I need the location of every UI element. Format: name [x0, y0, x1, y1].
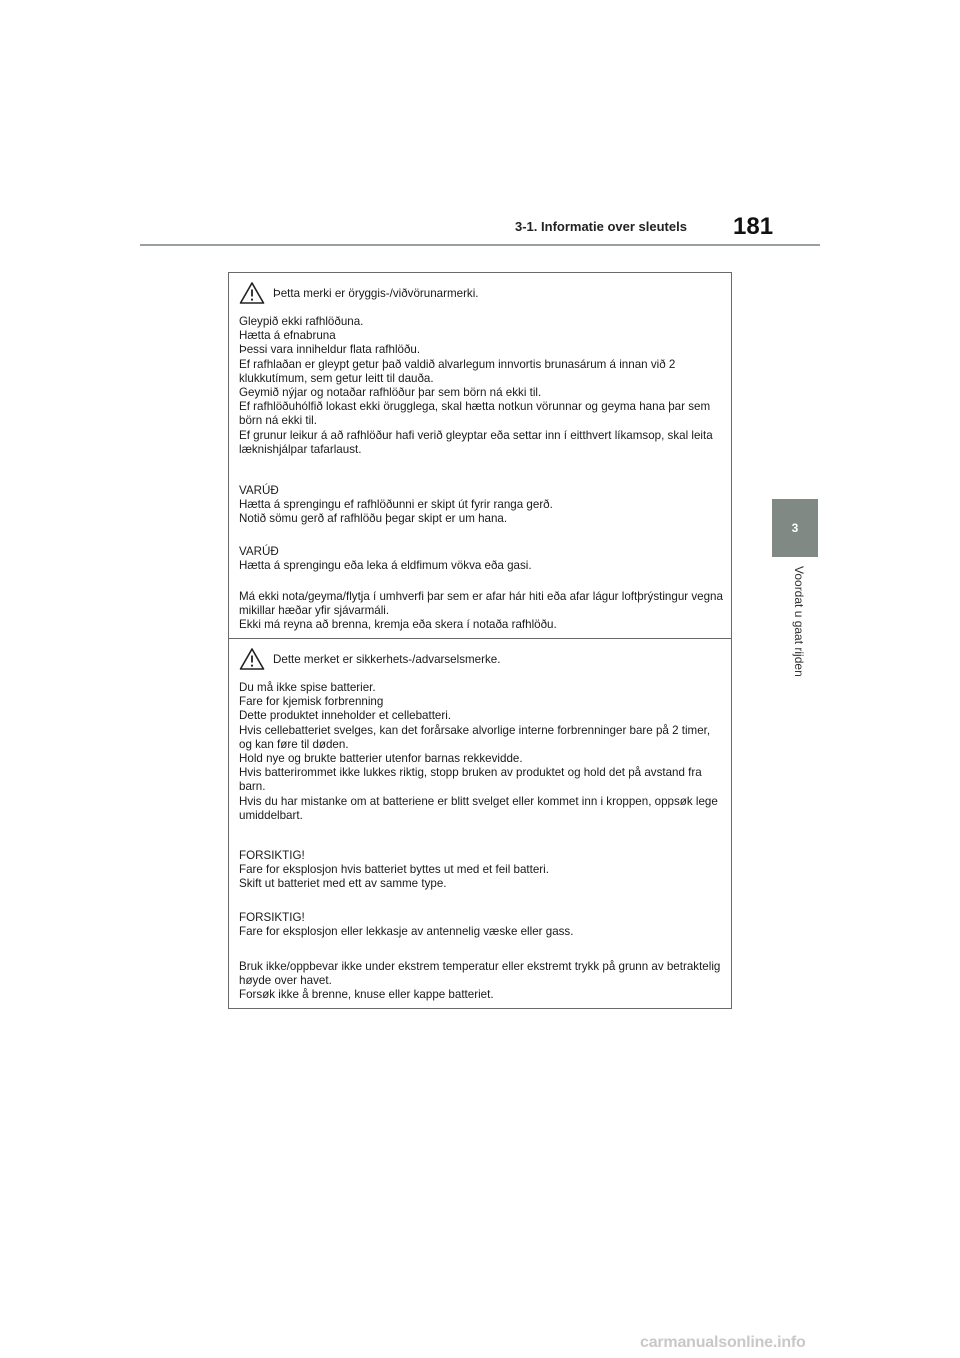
warning-heading-row [239, 646, 500, 672]
warning-heading: Dette merket er sikkerhets-/advarselsmerke. [273, 652, 501, 666]
warning-paragraph: FORSIKTIG! Fare for eksplosjon eller lekkasje av antennelig væske eller gass. [239, 911, 574, 939]
warning-heading-row [239, 280, 479, 306]
watermark: carmanualsonline.info [640, 1334, 806, 1351]
warning-paragraph: Bruk ikke/oppbevar ikke under ekstrem temperatur eller ekstremt trykk på grunn av betraktelig høyde over havet. Forsøk ikke å brenne, knuse eller kappe batteriet. [239, 960, 721, 1002]
warning-heading: Þetta merki er öryggis-/viðvörunarmerki. [273, 286, 479, 300]
icelandic-warning-box [228, 272, 732, 639]
warning-paragraph: VARÚÐ Hætta á sprengingu eða leka á eldfimum vökva eða gasi. [239, 545, 532, 573]
warning-paragraph: VARÚÐ Hætta á sprengingu ef rafhlöðunni er skipt út fyrir ranga gerð. Notið sömu gerð af rafhlöðu þegar skipt er um hana. [239, 484, 553, 526]
page-number: 181 [733, 213, 774, 240]
warning-triangle-icon [239, 281, 265, 305]
warning-paragraph: Gleypið ekki rafhlöðuna. Hætta á efnabruna Þessi vara inniheldur flata rafhlöðu. Ef rafhlaðan er gleypt getur það valdið alvarlegum innvortis brunasárum á innan við 2 klukkutímum, sem getur leitt til dauða. Geymið nýjar og notaðar rafhlöður þar sem börn ná ekki til. Ef rafhlöðuhólfið lokast ekki örugglega, skal hætta notkun vörunnar og geyma hana þar sem börn ná ekki til. Ef grunur leikur á að rafhlöður hafi verið gleyptar eða settar inn í eitthvert líkamsop, skal leita læknishjálpar tafarlaust. [239, 315, 713, 456]
chapter-label: Voordat u gaat rijden [792, 566, 806, 677]
norwegian-warning-box [228, 638, 732, 1009]
warning-paragraph: Du må ikke spise batterier. Fare for kjemisk forbrenning Dette produktet inneholder et cellebatteri. Hvis cellebatteriet svelges, kan det forårsake alvorlige interne forbrenninger bare på 2 timer, og kan føre til døden. Hold nye og brukte batterier utenfor barnas rekkevidde. Hvis batterirommet ikke lukkes riktig, stopp bruken av produktet og hold det på avstand fra barn. Hvis du har mistanke om at batteriene er blitt svelget eller kommet inn i kroppen, oppsøk lege umiddelbart. [239, 681, 718, 822]
warning-paragraph: FORSIKTIG! Fare for eksplosjon hvis batteriet byttes ut med et feil batteri. Skift ut batteriet med ett av samme type. [239, 849, 549, 891]
warning-paragraph: Má ekki nota/geyma/flytja í umhverfi þar sem er afar hár hiti eða afar lágur loftþrýstingur vegna mikillar hæðar yfir sjávarmáli. Ekki má reyna að brenna, kremja eða skera í notaða rafhlöðu. [239, 590, 723, 632]
section-title: 3-1. Informatie over sleutels [515, 219, 687, 234]
chapter-tab: 3 [772, 499, 818, 557]
header-rule [140, 244, 820, 246]
warning-triangle-icon [239, 647, 265, 671]
